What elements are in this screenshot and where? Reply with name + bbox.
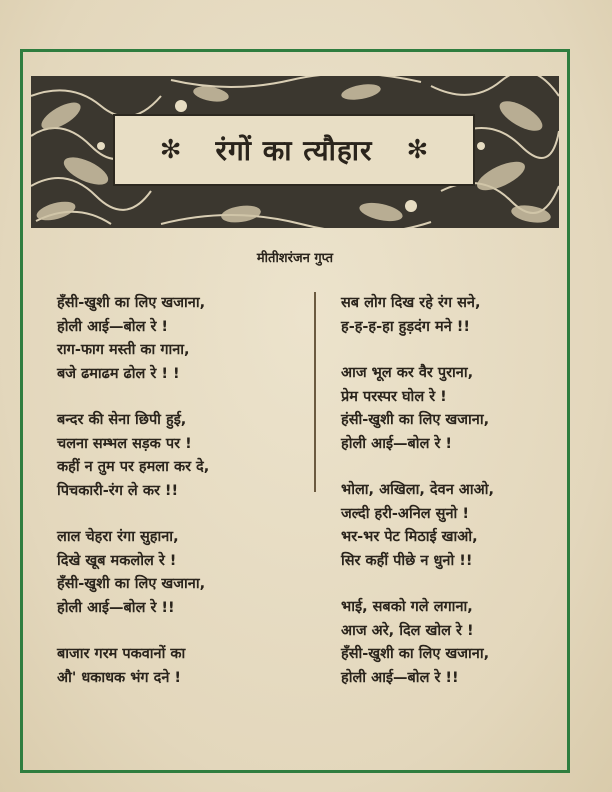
poem-line: हँसी-खुशी का लिए खजाना, bbox=[57, 576, 206, 592]
green-border-frame bbox=[20, 49, 570, 773]
poem-line: ह-ह-ह-हा हुड़दंग मने !! bbox=[341, 318, 471, 335]
star-ornament-left-icon: ✻ bbox=[159, 135, 182, 165]
poem-line: होली आई—बोल रे ! bbox=[341, 435, 453, 452]
poem-line: होली आई—बोल रे ! bbox=[57, 318, 169, 335]
poem-line: चलना सम्भल सड़क पर ! bbox=[57, 435, 192, 452]
stanza bbox=[341, 596, 561, 690]
poem-line: हँसी-खुशी का लिए खजाना, bbox=[341, 646, 490, 662]
poem-line: सिर कहीं पीछे न धुनो !! bbox=[341, 552, 473, 569]
poem-line: जल्दी हरी-अनिल सुनो ! bbox=[341, 505, 469, 522]
poem-left-column bbox=[57, 292, 287, 713]
poem-line: राग-फाग मस्ती का गाना, bbox=[57, 342, 190, 358]
poem-line: बजे ढमाढम ढोल रे ! ! bbox=[57, 365, 180, 382]
poem-line: हँसी-खुशी का लिए खजाना, bbox=[57, 295, 206, 311]
poem-line: भोला, अखिला, देवन आओ, bbox=[341, 482, 494, 498]
title-panel bbox=[113, 114, 475, 186]
stanza bbox=[57, 526, 287, 620]
poem-line: सब लोग दिख रहे रंग सने, bbox=[341, 295, 481, 311]
poem-title: रंगों का त्यौहार bbox=[215, 134, 373, 167]
poem-right-column bbox=[341, 292, 561, 713]
stanza bbox=[57, 292, 287, 386]
stanza bbox=[341, 479, 561, 573]
poem-line: बन्दर की सेना छिपी हुई, bbox=[57, 412, 187, 428]
poem-line: पिचकारी-रंग ले कर !! bbox=[57, 482, 179, 499]
author-name: मीतीशरंजन गुप्त bbox=[256, 251, 334, 266]
poem-line: दिखे खूब मकलोल रे ! bbox=[57, 552, 177, 569]
column-divider bbox=[314, 292, 316, 492]
stanza bbox=[57, 643, 287, 690]
poem-line: आज अरे, दिल खोल रे ! bbox=[341, 622, 474, 639]
poem-line: भाई, सबको गले लगाना, bbox=[341, 599, 473, 615]
poem-line: औ' धकाधक भंग दने ! bbox=[57, 669, 182, 686]
poem-line: लाल चेहरा रंगा सुहाना, bbox=[57, 529, 179, 545]
poem-line: होली आई—बोल रे !! bbox=[341, 669, 459, 686]
poem-line: प्रेम परस्पर घोल रे ! bbox=[341, 388, 447, 405]
poem-line: आज भूल कर वैर पुराना, bbox=[341, 365, 474, 381]
poem-line: कहीं न तुम पर हमला कर दे, bbox=[57, 459, 210, 475]
stanza bbox=[57, 409, 287, 503]
stanza bbox=[341, 292, 561, 339]
stanza bbox=[341, 362, 561, 456]
poem-line: भर-भर पेट मिठाई खाओ, bbox=[341, 529, 478, 545]
star-ornament-right-icon: ✻ bbox=[406, 135, 429, 165]
poem-line: हंसी-खुशी का लिए खजाना, bbox=[341, 412, 490, 428]
decorative-banner bbox=[31, 76, 559, 228]
poem-line: होली आई—बोल रे !! bbox=[57, 599, 175, 616]
poem-line: बाजार गरम पकवानों का bbox=[57, 646, 186, 662]
